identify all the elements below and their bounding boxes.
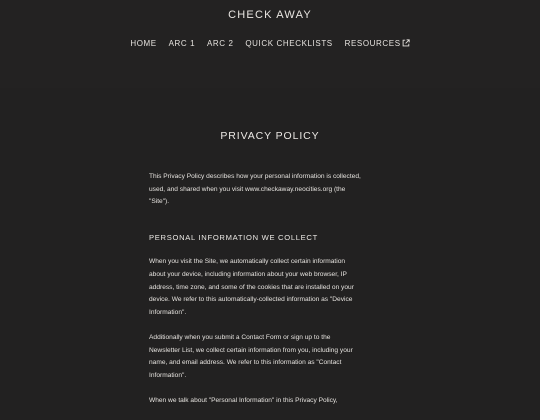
nav-item-arc-2[interactable]: ARC 2 [206, 39, 234, 48]
section-heading: PERSONAL INFORMATION WE COLLECT [149, 232, 318, 242]
intro-paragraph [149, 171, 394, 209]
nav-item-arc-1[interactable]: ARC 1 [168, 39, 196, 48]
nav-item-home[interactable]: HOME [130, 39, 157, 48]
site-title[interactable]: CHECK AWAY [228, 9, 312, 21]
device-information-paragraph [149, 256, 394, 319]
text-line: Newsletter List, we collect certain information from you, including your [149, 346, 353, 354]
nav-item-resources-label: RESOURCES [344, 39, 401, 48]
text-line: used, and shared when you visit www.checkaway.neocities.org (the [149, 185, 346, 193]
text-line: address, time zone, and some of the cookies that are installed on your [149, 283, 354, 291]
text-line: about your device, including information about your web browser, IP [149, 270, 347, 278]
main-nav [0, 39, 540, 48]
privacy-policy-content [149, 171, 394, 420]
text-line: "Site"). [149, 198, 170, 206]
text-line: Additionally when you submit a Contact Form or sign up to the [149, 334, 331, 342]
site-header [0, 0, 540, 88]
text-line: When you visit the Site, we automatically collect certain information [149, 258, 346, 266]
text-line: This Privacy Policy describes how your personal information is collected, [149, 173, 361, 180]
page-title: PRIVACY POLICY [220, 130, 320, 142]
text-line: Information". [149, 308, 187, 316]
text-line: When we talk about "Personal Information" in this Privacy Policy, [149, 397, 338, 405]
contact-information-paragraph [149, 332, 394, 382]
text-line: name, and email address. We refer to this information as "Contact [149, 359, 342, 367]
external-link-icon [402, 39, 410, 47]
nav-item-resources[interactable] [345, 39, 410, 48]
text-line: Information". [149, 371, 187, 379]
personal-information-paragraph [149, 395, 394, 408]
nav-item-quick-checklists[interactable]: QUICK CHECKLISTS [245, 39, 333, 48]
text-line: device. We refer to this automatically-collected information as "Device [149, 296, 353, 304]
